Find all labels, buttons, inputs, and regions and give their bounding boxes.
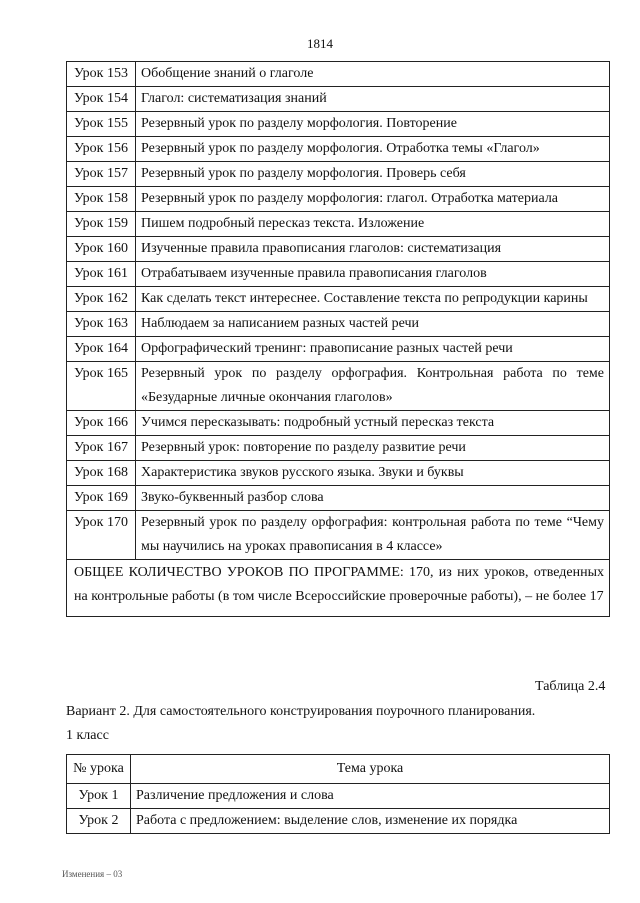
revision-note: Изменения – 03 [62, 869, 123, 879]
lesson-plan-table [66, 61, 610, 617]
lesson-topic: Глагол: систематизация знаний [136, 87, 610, 112]
lesson-number: Урок 165 [67, 362, 136, 411]
lesson-number: Урок 169 [67, 486, 136, 511]
lesson-topic: Резервный урок по разделу орфография. Контрольная работа по теме «Безударные личные окончания глаголов» [136, 362, 610, 411]
table-row [67, 362, 610, 411]
lesson-number: Урок 156 [67, 137, 136, 162]
lesson-number: Урок 1 [67, 784, 131, 809]
lesson-number: Урок 159 [67, 212, 136, 237]
lesson-topic: Резервный урок по разделу морфология: глагол. Отработка материала [136, 187, 610, 212]
lesson-number: Урок 155 [67, 112, 136, 137]
table-row [67, 112, 610, 137]
grade-label: 1 класс [66, 728, 109, 743]
lesson-number: Урок 164 [67, 337, 136, 362]
lesson-number: Урок 163 [67, 312, 136, 337]
table-row [67, 436, 610, 461]
lesson-topic: Резервный урок по разделу морфология. Проверь себя [136, 162, 610, 187]
lesson-topic: Изученные правила правописания глаголов: систематизация [136, 237, 610, 262]
total-row [67, 560, 610, 617]
table-caption: Таблица 2.4 [535, 679, 606, 694]
table-row [67, 187, 610, 212]
lesson-number: Урок 2 [67, 809, 131, 834]
lesson-number: Урок 170 [67, 511, 136, 560]
lesson-number: Урок 153 [67, 62, 136, 87]
table-row [67, 287, 610, 312]
lesson-topic: Наблюдаем за написанием разных частей речи [136, 312, 610, 337]
lesson-topic: Резервный урок по разделу морфология. Отработка темы «Глагол» [136, 137, 610, 162]
lesson-topic: Орфографический тренинг: правописание разных частей речи [136, 337, 610, 362]
variant-heading: Вариант 2. Для самостоятельного конструирования поурочного планирования. [66, 704, 536, 719]
table-row [67, 511, 610, 560]
column-header-lesson-number: № урока [67, 755, 131, 784]
table-row [67, 312, 610, 337]
lesson-topic: Как сделать текст интереснее. Составление текста по репродукции карины [136, 287, 610, 312]
lesson-topic: Обобщение знаний о глаголе [136, 62, 610, 87]
lesson-topic: Отрабатываем изученные правила правописания глаголов [136, 262, 610, 287]
lesson-topic: Звуко-буквенный разбор слова [136, 486, 610, 511]
lesson-number: Урок 166 [67, 411, 136, 436]
table-row [67, 237, 610, 262]
table-row [67, 809, 610, 834]
lesson-number: Урок 158 [67, 187, 136, 212]
table-row [67, 137, 610, 162]
table-row [67, 461, 610, 486]
table-row [67, 262, 610, 287]
page-number: 1814 [307, 36, 333, 51]
table-header-row [67, 755, 610, 784]
lesson-number: Урок 162 [67, 287, 136, 312]
table-row [67, 411, 610, 436]
lesson-topic: Учимся пересказывать: подробный устный пересказ текста [136, 411, 610, 436]
table-row [67, 784, 610, 809]
lesson-topic: Различение предложения и слова [131, 784, 610, 809]
lesson-topic: Резервный урок по разделу орфография: контрольная работа по теме “Чему мы научились на уроках правописания в 4 классе» [136, 511, 610, 560]
table-row [67, 337, 610, 362]
lesson-number: Урок 160 [67, 237, 136, 262]
column-header-lesson-topic: Тема урока [131, 755, 610, 784]
lesson-topic: Резервный урок: повторение по разделу развитие речи [136, 436, 610, 461]
table-row [67, 212, 610, 237]
table-row [67, 62, 610, 87]
lesson-topic: Характеристика звуков русского языка. Звуки и буквы [136, 461, 610, 486]
lesson-number: Урок 161 [67, 262, 136, 287]
lesson-number: Урок 168 [67, 461, 136, 486]
table-row [67, 162, 610, 187]
lesson-topic: Резервный урок по разделу морфология. Повторение [136, 112, 610, 137]
lesson-topic: Работа с предложением: выделение слов, изменение их порядка [131, 809, 610, 834]
table-row [67, 486, 610, 511]
table-row [67, 87, 610, 112]
lesson-topic: Пишем подробный пересказ текста. Изложение [136, 212, 610, 237]
lesson-planning-template-table [66, 754, 610, 834]
total-lessons-note: ОБЩЕЕ КОЛИЧЕСТВО УРОКОВ ПО ПРОГРАММЕ: 170, из них уроков, отведенных на контрольные работы (в том числе Всероссийские проверочные работы), – не более 17 [67, 560, 610, 617]
lesson-number: Урок 167 [67, 436, 136, 461]
lesson-number: Урок 154 [67, 87, 136, 112]
lesson-number: Урок 157 [67, 162, 136, 187]
